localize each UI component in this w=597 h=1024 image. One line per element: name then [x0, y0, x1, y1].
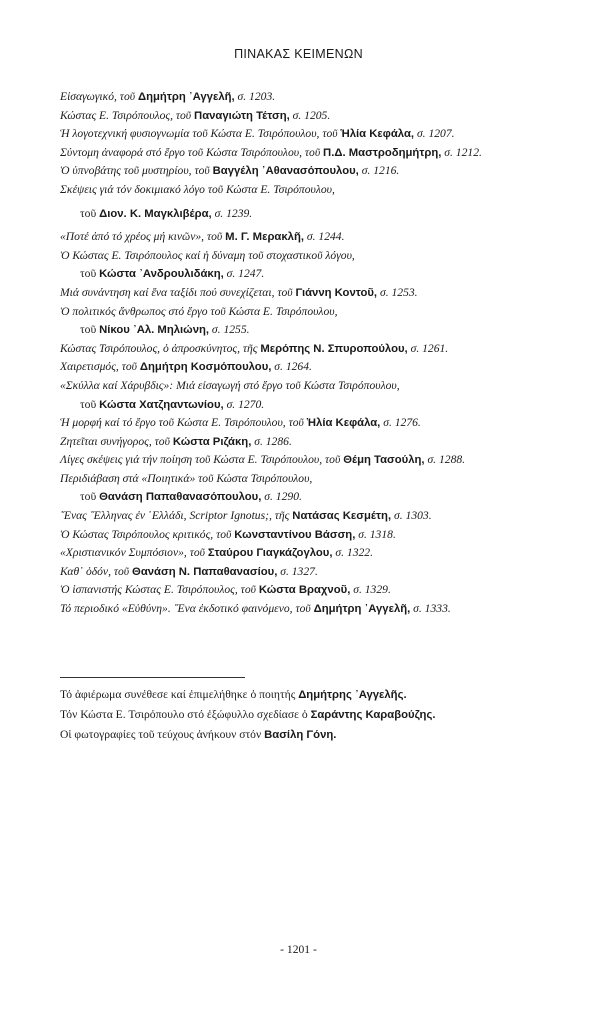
toc-entry — [60, 162, 560, 181]
toc-entry — [60, 507, 560, 526]
toc-entry-continuation — [60, 321, 560, 340]
entry-title: Καθ᾿ ὁδόν, τοῦ — [60, 564, 133, 578]
entry-title: Τό περιοδικό «Εὐθύνη». ῞Ενα ἐκδοτικό φαινόμενο, τοῦ — [60, 602, 314, 616]
entry-author: Κώστα ᾿Ανδρουλιδάκη, — [99, 268, 224, 281]
entry-author: Θανάση Ν. Παπαθανασίου, — [132, 565, 278, 578]
entry-title: «Χριστιανικόν Συμπόσιον», τοῦ — [60, 546, 208, 560]
entry-author: Μερόπης Ν. Σπυροπούλου, — [260, 342, 408, 355]
entry-title: Μιά συνάντηση καί ἕνα ταξίδι πού συνεχίζεται, τοῦ — [60, 285, 296, 299]
entry-author: Βαγγέλη ᾿Αθανασόπουλου, — [212, 165, 359, 178]
entry-by: τοῦ — [80, 267, 100, 281]
entry-page: σ. 1216. — [358, 164, 400, 178]
entry-author: Θανάση Παπαθανασόπουλου, — [99, 491, 262, 504]
entry-page: σ. 1333. — [410, 602, 451, 616]
entry-page: σ. 1239. — [211, 206, 253, 220]
entry-author: Γιάννη Κοντοῦ, — [295, 286, 378, 299]
entry-title: Λίγες σκέψεις γιά τήν ποίηση τοῦ Κώστα Ε. Τσιρόπουλου, τοῦ — [60, 453, 344, 467]
page-title: ΠΙΝΑΚΑΣ ΚΕΙΜΕΝΩΝ — [234, 47, 363, 61]
entry-page: σ. 1247. — [223, 267, 265, 281]
entry-title: Σύντομη ἀναφορά στό ἔργο τοῦ Κώστα Τσιρόπουλου, τοῦ — [60, 145, 324, 159]
toc-entry — [60, 284, 560, 303]
toc-entry — [60, 526, 560, 545]
entry-author: Νίκου ᾿Αλ. Μηλιώνη, — [99, 324, 210, 337]
entry-author: Δημήτρη ᾿Αγγελῆ, — [313, 603, 411, 616]
entry-title: Εἰσαγωγικό, τοῦ — [60, 90, 138, 103]
entry-author: Σταύρου Γιαγκάζογλου, — [207, 547, 333, 560]
toc-entry — [60, 107, 560, 126]
entry-page: σ. 1253. — [377, 285, 418, 299]
entry-page: σ. 1286. — [251, 434, 292, 448]
entry-author: Κώστα Ριζάκη, — [172, 435, 252, 448]
entry-by: τοῦ — [80, 206, 100, 220]
entry-author: Νατάσας Κεσμέτη, — [292, 510, 392, 523]
entry-page: σ. 1203. — [234, 90, 276, 103]
entry-page: σ. 1329. — [350, 583, 391, 597]
entry-author: Κωνσταντίνου Βάσση, — [234, 528, 356, 541]
entry-author: Διον. Κ. Μαγκλιβέρα, — [99, 207, 212, 220]
credit-line — [60, 705, 560, 725]
toc-entry — [60, 414, 560, 433]
entry-page: σ. 1318. — [355, 527, 396, 541]
credit-line — [60, 685, 560, 705]
toc-entry — [60, 144, 560, 163]
toc-entry — [60, 377, 560, 396]
toc-entry — [60, 340, 560, 359]
toc-entry — [60, 433, 560, 452]
entry-author: Δημήτρη Κοσμόπουλου, — [139, 361, 272, 374]
entry-author: Θέμη Τασούλη, — [343, 454, 425, 467]
entry-page: σ. 1207. — [414, 127, 455, 141]
entry-page: σ. 1288. — [424, 453, 466, 467]
credits-block — [60, 685, 560, 745]
entry-title: Ἡ μορφή καί τό ἔργο τοῦ Κώστα Ε. Τσιρόπουλου, τοῦ — [60, 416, 307, 430]
toc-entry — [60, 247, 560, 266]
toc-entry-continuation — [60, 488, 560, 507]
toc-entry — [60, 228, 560, 247]
toc-entry — [60, 181, 560, 200]
entry-author: Κώστα Βραχνοῦ, — [258, 584, 351, 597]
entry-page: σ. 1322. — [332, 546, 373, 560]
entry-page: σ. 1264. — [271, 360, 312, 374]
credit-text: Τόν Κώστα Ε. Τσιρόπουλο στό ἐξώφυλλο σχεδίασε ὁ — [60, 708, 311, 721]
entry-title: Κώστας Ε. Τσιρόπουλος, τοῦ — [60, 108, 195, 122]
footnote-divider — [60, 677, 245, 678]
entry-page: σ. 1327. — [277, 564, 318, 578]
credit-text: Οἱ φωτογραφίες τοῦ τεύχους ἀνήκουν στόν — [60, 728, 265, 741]
entry-author: Ἡλία Κεφάλα, — [306, 417, 381, 430]
entry-title: Ὁ ὑπνοβάτης τοῦ μυστηρίου, τοῦ — [60, 164, 213, 178]
toc-entry — [60, 303, 560, 322]
entry-by: τοῦ — [80, 323, 100, 337]
toc-entry-continuation — [60, 396, 560, 415]
entry-page: σ. 1270. — [223, 397, 265, 411]
toc-entry — [60, 600, 560, 619]
toc-entry — [60, 451, 560, 470]
entry-title: Περιδιάβαση στά «Ποιητικά» τοῦ Κώστα Τσιρόπουλου, — [60, 471, 313, 485]
entry-title: Κώστας Τσιρόπουλος, ὁ ἀπροσκύνητος, τῆς — [60, 341, 261, 355]
entry-author: Ἡλία Κεφάλα, — [340, 128, 415, 141]
toc-entry — [60, 125, 560, 144]
entry-title: Ἡ λογοτεχνική φυσιογνωμία τοῦ Κώστα Ε. Τσιρόπουλου, τοῦ — [60, 127, 341, 141]
entry-page: σ. 1276. — [380, 416, 421, 430]
toc-entry — [60, 88, 560, 107]
entry-title: Ὁ ἱσπανιστής Κώστας Ε. Τσιρόπουλος, τοῦ — [60, 583, 259, 597]
toc-entry — [60, 544, 560, 563]
entry-author: Π.Δ. Μαστροδημήτρη, — [323, 146, 442, 159]
entry-page: σ. 1290. — [261, 490, 302, 504]
toc-entry-continuation — [60, 205, 560, 224]
entry-title: ῞Ενας ῞Ελληνας ἐν ῾Ελλάδι, Scriptor Ignotus;, τῆς — [60, 509, 293, 523]
entry-author: Παναγιώτη Τέτση, — [194, 109, 290, 122]
entry-page: σ. 1244. — [304, 230, 345, 244]
entry-title: Ὁ πολιτικός ἄνθρωπος στό ἔργο τοῦ Κώστα Ε. Τσιρόπουλου, — [60, 304, 338, 318]
entry-title: Ὁ Κώστας Τσιρόπουλος κριτικός, τοῦ — [60, 527, 235, 541]
entry-author: Μ. Γ. Μερακλῆ, — [225, 231, 304, 244]
entry-by: τοῦ — [80, 490, 100, 504]
page-number: - 1201 - — [280, 943, 317, 956]
entry-title: «Ποτέ ἀπό τό χρέος μή κινῶν», τοῦ — [60, 230, 226, 244]
toc-entry — [60, 581, 560, 600]
credit-line — [60, 725, 560, 745]
toc-entry-continuation — [60, 265, 560, 284]
toc-entry — [60, 358, 560, 377]
entry-page: σ. 1303. — [391, 509, 432, 523]
entry-title: Ζητεῖται συνήγορος, τοῦ — [60, 434, 173, 448]
toc-entry — [60, 563, 560, 582]
entry-title: Σκέψεις γιά τόν δοκιμιακό λόγο τοῦ Κώστα Ε. Τσιρόπουλου, — [60, 182, 335, 196]
entry-author: Κώστα Χατζηαντωνίου, — [99, 398, 224, 411]
credit-name: Δημήτρης ᾿Αγγελῆς. — [298, 689, 407, 701]
entry-title: Ὁ Κώστας Ε. Τσιρόπουλος καί ἡ δύναμη τοῦ στοχαστικοῦ λόγου, — [60, 248, 355, 262]
credit-text: Τό ἀφιέρωμα συνέθεσε καί ἐπιμελήθηκε ὁ ποιητής — [60, 688, 299, 701]
entry-author: Δημήτρη ᾿Αγγελῆ, — [137, 91, 235, 103]
entry-title: Χαιρετισμός, τοῦ — [60, 360, 140, 374]
entry-page: σ. 1261. — [407, 341, 449, 355]
credit-name: Βασίλη Γόνη. — [264, 729, 337, 741]
entry-by: τοῦ — [80, 397, 100, 411]
credit-name: Σαράντης Καραβούζης. — [310, 709, 436, 721]
entry-page: σ. 1255. — [209, 323, 250, 337]
table-of-contents — [60, 88, 560, 619]
toc-entry — [60, 470, 560, 489]
entry-title: «Σκύλλα καί Χάρυβδις»: Μιά εἰσαγωγή στό ἔργο τοῦ Κώστα Τσιρόπουλου, — [60, 378, 400, 392]
entry-page: σ. 1205. — [289, 108, 331, 122]
entry-page: σ. 1212. — [441, 145, 482, 159]
